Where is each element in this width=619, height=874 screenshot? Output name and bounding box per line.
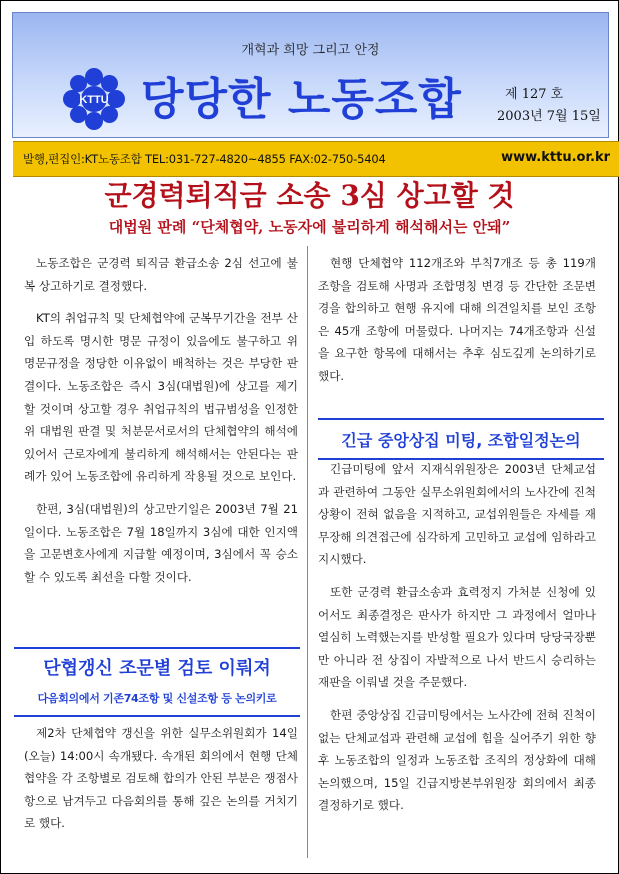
issue-date: 2003년 7월 15일	[497, 109, 601, 124]
meeting-headline: 긴급 중앙상집 미팅, 조합일정논의	[341, 431, 581, 450]
issue-number: 제 127 호	[505, 87, 564, 102]
paragraph: 한편, 3심(대법원)의 상고만기일은 2003년 7월 21일이다. 노동조합은 7월 18일까지 3심에 대한 인지액을 고문변호사에게 지급할 예정이며, 3심에서 꼭 승소할 수 있도록 최선을 다할 것이다.	[24, 501, 298, 584]
logo-text: KTTU	[79, 94, 109, 106]
agreement-headline-box	[14, 647, 300, 717]
column-divider	[307, 246, 308, 858]
agreement-article-body-left	[24, 722, 298, 845]
agreement-subheadline: 다음회의에서 기존74조항 및 신설조항 등 논의키로	[37, 692, 277, 705]
paragraph: 제2차 단체협약 갱신을 위한 실무소위원회가 14일(오늘) 14:00시 속개됐다. 속개된 회의에서 현행 단체협약을 각 조항별로 검토해 합의가 안된 부분은 쟁점사항으로 남겨두고 다음회의를 통해 깊은 논의를 거치기로 했다.	[24, 726, 298, 831]
newsletter-title: 당당한 노동조합	[141, 74, 462, 125]
website-link[interactable]: www.kttu.or.kr	[501, 150, 610, 165]
agreement-article-body-right	[318, 252, 596, 398]
meeting-article-body	[318, 458, 596, 827]
paragraph: KT의 취업규칙 및 단체협약에 군복무기간을 전부 산입 하도록 명시한 명문 규정이 있음에도 불구하고 위 명문규정을 정당한 이유없이 배척하는 것은 부당한 판결이다. 노동조합은 즉시 3심(대법원)에 상고를 제기 할 것이며 상고할 경우 취업규칙의 법규범성을 인정한 위 대법원 판결 및 처분문서로서의 단체협약의 해석에 있어서 근로자에게 불리하게 해석해서는 안된다는 판례가 있어 노동조합에 유리하게 작용될 것으로 보인다.	[24, 311, 298, 484]
main-subheadline: 대법원 판례 “단체협약, 노동자에 불리하게 해석해서는 안돼”	[108, 218, 511, 236]
kttu-logo-icon	[63, 68, 125, 130]
paragraph: 또한 군경력 환급소송과 효력정지 가처분 신청에 있어서도 최종결정은 판사가 하지만 그 과정에서 얼마나 열심히 노력했는지를 반성할 필요가 있다며 당당국장뿐만 아니라 전 상집이 자발적으로 나서 반드시 승리하는 재판을 이뤄낼 것을 주문했다.	[318, 584, 596, 690]
paragraph: 한편 중앙상집 긴급미팅에서는 노사간에 전혀 진척이 없는 단체교섭과 관련해 교섭에 힘을 실어주기 위한 향후 노동조합의 일정과 노동조합 조직의 정상화에 대해 논의했으며, 15일 긴급지방본부위원장 회의에서 최종 결정하기로 했다.	[318, 707, 596, 813]
agreement-headline: 단협갱신 조문별 검토 이뤄져	[43, 658, 271, 679]
slogan: 개혁과 희망 그리고 안정	[241, 43, 380, 58]
publisher-bar	[13, 141, 619, 177]
main-article-body	[24, 252, 298, 598]
meeting-headline-box	[318, 418, 604, 460]
paragraph: 노동조합은 군경력 퇴직금 환급소송 2심 선고에 불복 상고하기로 결정했다.	[24, 256, 298, 293]
masthead	[12, 12, 610, 166]
paragraph: 긴급미팅에 앞서 지재식위원장은 2003년 단체교섭과 관련하여 그동안 실무소위원회에서의 노사간에 진척상황이 전혀 없음을 지적하고, 교섭위원들은 자세를 재무장해 의견접근에 심각하게 고민하고 교섭에 임하라고 지시했다.	[318, 462, 596, 567]
publisher-info: 발행,편집인:KT노동조합 TEL:031-727-4820~4855 FAX:02-750-5404	[23, 152, 386, 166]
main-headline: 군경력퇴직금 소송 3심 상고할 것	[104, 179, 515, 212]
paragraph: 현행 단체협약 112개조와 부칙7개조 등 총 119개 조항을 검토해 사명과 조합명칭 변경 등 간단한 조문변경을 합의하고 현행 유지에 대해 의견일치를 보인 조항은 45개 조항에 머물렀다. 나머지는 74개조항과 신설을 요구한 항목에 대해서는 추후 심도깊게 논의하기로 했다.	[318, 256, 596, 383]
